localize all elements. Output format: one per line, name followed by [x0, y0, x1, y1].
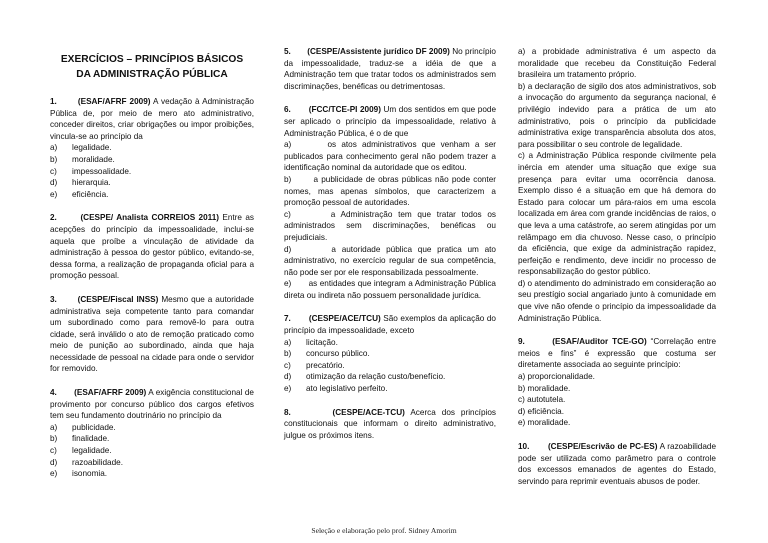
question-number: 10. [518, 442, 530, 451]
question-source: (FCC/TCE-PI 2009) [308, 105, 381, 115]
option-c: c) impessoalidade. [50, 166, 132, 176]
option-b: b) a publicidade de obras públicas não pode conter nomes, mas apenas símbolos, que caracterizem a promoção pessoal de autoridades. [284, 174, 496, 208]
question-1 [50, 96, 254, 200]
item-b: b) a declaração de sigilo dos atos administrativos, sob a invocação do argumento da segurança nacional, é privilégio indevido para a prática de um ato administrativo, pois o princípio da publicidade administrativa exige transparência absoluta dos atos, para possibilitar o seu controle de legalidade. [518, 81, 716, 149]
question-text: A razoabilidade pode ser utilizada como parâmetro para o controle dos excessos emanados de agentes do Estado, servindo para reprimir eventuais abusos de poder. [518, 442, 716, 486]
question-number: 4. [50, 388, 57, 398]
question-source: (ESAF/Auditor TCE-GO) [552, 337, 647, 347]
option-e: e) eficiência. [50, 189, 109, 199]
option-e: e) ato legislativo perfeito. [284, 384, 388, 394]
option-d: d) a autoridade pública que pratica um ato administrativo, no exercício regular de sua competência, não pode ser por ele responsabilizada pessoalmente. [284, 244, 496, 277]
option-d: d) hierarquia. [50, 178, 111, 188]
title-line-1: EXERCÍCIOS – PRINCÍPIOS BÁSICOS [60, 54, 244, 65]
option-a: a) licitação. [284, 337, 338, 347]
question-text: Acerca dos princípios constitucionais que informam o direito administrativo, julgue os próximos itens. [284, 407, 496, 440]
question-text: No princípio da impessoalidade, traduz-se a idéia de que a Administração tem que tratar todos os administrados sem discriminações, benéficas ou detrimentosas. [284, 47, 496, 91]
footer [0, 526, 768, 535]
option-d: d) otimização da relação custo/benefício. [284, 372, 446, 382]
item-a: a) a probidade administrativa é um aspecto da moralidade que recebeu da Constituição Federal brasileira um tratamento próprio. [518, 47, 716, 80]
question-7 [284, 313, 496, 394]
question-9 [518, 336, 716, 429]
option-e: e) as entidades que integram a Administração Pública direta ou indireta não possuem personalidade jurídica. [284, 279, 496, 300]
question-text: Entre as acepções do princípio da impessoalidade, inclui-se aquela que proíbe a vinculação de atividade da administração à pessoa do gestor público, evitando-se, dessa forma, a realização de propaganda oficial para a promoção pessoal. [50, 213, 254, 281]
title-line-2: DA ADMINISTRAÇÃO PÚBLICA [76, 69, 228, 80]
footer-credit: Seleção e elaboração pelo prof. Sidney Amorim [311, 526, 457, 535]
question-source: (CESPE/Assistente jurídico DF 2009) [307, 47, 450, 56]
question-8-items [518, 46, 716, 324]
column-right [518, 46, 716, 499]
document-title [50, 46, 254, 82]
question-source: (ESAF/AFRF 2009) [74, 388, 147, 398]
question-source: (CESPE/Fiscal INSS) [77, 294, 159, 304]
question-2 [50, 212, 254, 282]
question-number: 3. [50, 294, 57, 304]
option-c: c) a Administração tem que tratar todos os administrados sem discriminações, benéficas ou prejudiciais. [284, 209, 496, 242]
option-a: a) legalidade. [50, 143, 112, 153]
question-number: 7. [284, 314, 291, 324]
option-b: b) moralidade. [518, 383, 571, 393]
question-text: “Correlação entre meios e fins” é expressão que costuma ser diretamente associada ao seguinte princípio: [518, 337, 717, 370]
question-text: Um dos sentidos em que pode ser aplicado o princípio da impessoalidade, relativo à Administração Pública, é o de que [284, 105, 496, 138]
option-d: d) razoabilidade. [50, 457, 123, 467]
option-d: d) eficiência. [518, 406, 564, 416]
column-middle [284, 46, 496, 453]
question-6 [284, 104, 496, 301]
question-number: 1. [50, 97, 57, 106]
question-number: 6. [284, 105, 291, 115]
question-number: 2. [50, 213, 57, 223]
option-a: a) os atos administrativos que venham a ser publicados para conhecimento geral não podem trazer a identificação nominal da autoridade que os editou. [284, 140, 496, 173]
question-source: (CESPE/ACE-TCU) [332, 407, 405, 417]
question-8 [284, 407, 496, 442]
question-number: 9. [518, 337, 525, 347]
question-text: Mesmo que a autoridade administrativa seja competente tanto para comandar um subordinado como para removê-lo para outra cidade, será inválido o ato de remoção praticado como meio de punição ao subordinado, ainda que haja necessidade de pessoal na cidade para onde o servidor for removido. [50, 294, 254, 374]
question-text: A exigência constitucional de provimento por concurso público dos cargos efetivos tem seu fundamento doutrinário no princípio da [50, 388, 254, 421]
question-text: A vedação à Administração Pública de, por meio de mero ato administrativo, conceder direitos, criar obrigações ou impor proibições, vincula-se ao princípio da [50, 97, 254, 141]
item-d: d) o atendimento do administrado em consideração ao seu prestígio social angariado junto à comunidade em que vive não ofende o princípio da impessoalidade da Administração Pública. [518, 278, 716, 323]
question-3 [50, 294, 254, 375]
option-e: e) moralidade. [518, 418, 571, 428]
option-c: c) legalidade. [50, 446, 112, 456]
question-4 [50, 387, 254, 480]
question-source: (ESAF/AFRF 2009) [77, 97, 151, 106]
question-source: (CESPE/ Analista CORREIOS 2011) [80, 213, 220, 223]
question-5 [284, 46, 496, 92]
question-10 [518, 441, 716, 487]
item-c: c) a Administração Pública responde civilmente pela inércia em atender uma situação que exige sua presença para evitar uma ocorrência danosa. Exemplo disso é a situação em que há demora do Estado para colocar um pára-raios em uma escola localizada em área com grande incidências de raios, o que leva a uma catástrofe, ao serem atingidas por um relâmpago em dia chuvoso. Nesse caso, o princípio da eficiência, que exige da administração rapidez, perfeição e rendimento, deve incidir no processo de responsabilização do gestor público. [518, 151, 716, 277]
question-number: 5. [284, 47, 291, 56]
option-b: b) concurso público. [284, 349, 370, 359]
question-number: 8. [284, 407, 291, 417]
option-c: c) autotutela. [518, 395, 566, 405]
option-a: a) publicidade. [50, 422, 116, 432]
option-a: a) proporcionalidade. [518, 372, 595, 382]
option-b: b) moralidade. [50, 154, 115, 164]
question-source: (CESPE/ACE/TCU) [308, 314, 381, 324]
option-e: e) isonomia. [50, 469, 108, 479]
question-text: São exemplos da aplicação do princípio da impessoalidade, exceto [284, 314, 496, 336]
column-left [50, 46, 254, 492]
question-source: (CESPE/Escrivão de PC-ES) [547, 442, 658, 451]
option-c: c) precatório. [284, 360, 345, 370]
option-b: b) finalidade. [50, 434, 110, 444]
